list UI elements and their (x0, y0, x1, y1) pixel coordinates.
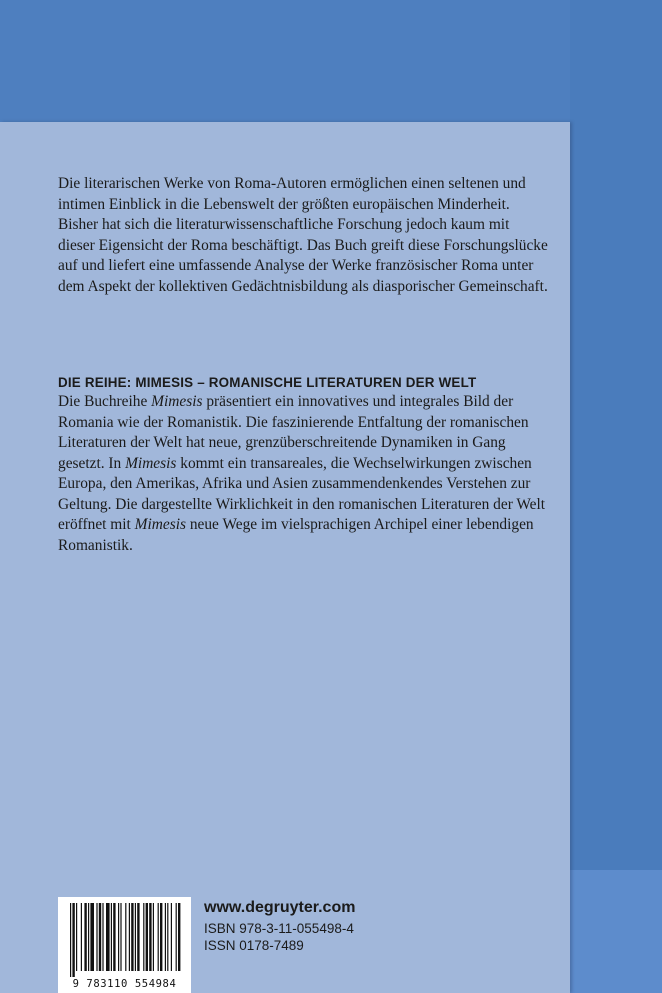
publisher-info (204, 898, 355, 954)
barcode-bar (88, 903, 89, 971)
series-text-part-3: kommt ein transareales, die Wechselwirkungen zwischen Europa, den Amerikas, Afrika und Asien zusammendenkendes Verstehen zur Geltung. Die dargestellte Wirklichkeit in den romanischen Literaturen der Welt eröffnet mit (58, 454, 546, 533)
barcode-bar (143, 903, 144, 971)
barcode-bar (160, 903, 162, 971)
barcode-bar (137, 903, 139, 971)
barcode-bar (146, 903, 148, 971)
barcode-bar (84, 903, 86, 971)
barcode-bar (106, 903, 110, 971)
barcode-bar (120, 903, 121, 971)
barcode-bar (118, 903, 119, 971)
barcode-bar (167, 903, 168, 971)
series-heading: DIE REIHE: MIMESIS – ROMANISCHE LITERATUREN DER WELT (58, 375, 477, 390)
barcode-bar (171, 903, 172, 971)
series-text-part-1: Die Buchreihe (58, 393, 152, 410)
barcode-bar (113, 903, 115, 971)
barcode-bar (111, 903, 112, 971)
right-lower-color-band (570, 870, 662, 993)
top-color-band (0, 0, 662, 122)
barcode-bar (70, 903, 71, 977)
barcode-bar (102, 903, 103, 971)
barcode-bar (72, 903, 74, 977)
series-description (58, 392, 548, 556)
isbn-barcode (58, 897, 191, 993)
barcode-bar (165, 903, 166, 971)
barcode-bar (158, 903, 159, 971)
publisher-url: www.degruyter.com (204, 899, 356, 916)
barcode-bar (76, 903, 77, 971)
barcode-bar (99, 903, 101, 971)
issn-number: ISSN 0178-7489 (204, 938, 304, 953)
barcode-bar (135, 903, 136, 971)
series-text-part-2: präsentiert ein innovatives und integrales Bild der Romania wie der Romanistik. Die faszinierende Entfaltung der romanischen Literaturen der Welt hat neue, grenzüberschreitende Dynamiken in Gang gesetzt. In (58, 393, 529, 472)
series-text-part-4: neue Wege im vielsprachigen Archipel einer lebendigen Romanistik. (58, 516, 534, 554)
barcode-bar (125, 903, 126, 971)
barcode-bar (149, 903, 151, 971)
barcode-bar (90, 903, 94, 971)
barcode-bar (131, 903, 133, 971)
barcode-bar (129, 903, 130, 971)
right-color-band (570, 0, 662, 993)
book-blurb: Die literarischen Werke von Roma-Autoren ermöglichen einen seltenen und intimen Einblick in die Lebenswelt der größten europäischen Minderheit. Bisher hat sich die literaturwissenschaftliche Forschung jedoch kaum mit dieser Eigensicht der Roma beschäftigt. Das Buch greift diese Forschungslücke auf und liefert eine umfassende Analyse der Werke französischer Roma unter dem Aspekt der kollektiven Gedächtnisbildung als diasporischer Gemeinschaft. (58, 175, 548, 295)
isbn-number: ISBN 978-3-11-055498-4 (204, 921, 354, 936)
series-title-mimesis: Mimesis (134, 516, 186, 533)
barcode-bar (153, 903, 154, 971)
barcode-bar (176, 903, 177, 971)
back-cover-panel (0, 122, 570, 993)
barcode-digits: 9 783110 554984 (72, 978, 177, 990)
barcode-bar (178, 903, 180, 971)
barcode-bar (81, 903, 82, 971)
barcode-bar (96, 903, 97, 971)
series-title-mimesis: Mimesis (151, 393, 203, 410)
barcode-bars (58, 897, 191, 977)
series-title-mimesis: Mimesis (125, 454, 177, 472)
